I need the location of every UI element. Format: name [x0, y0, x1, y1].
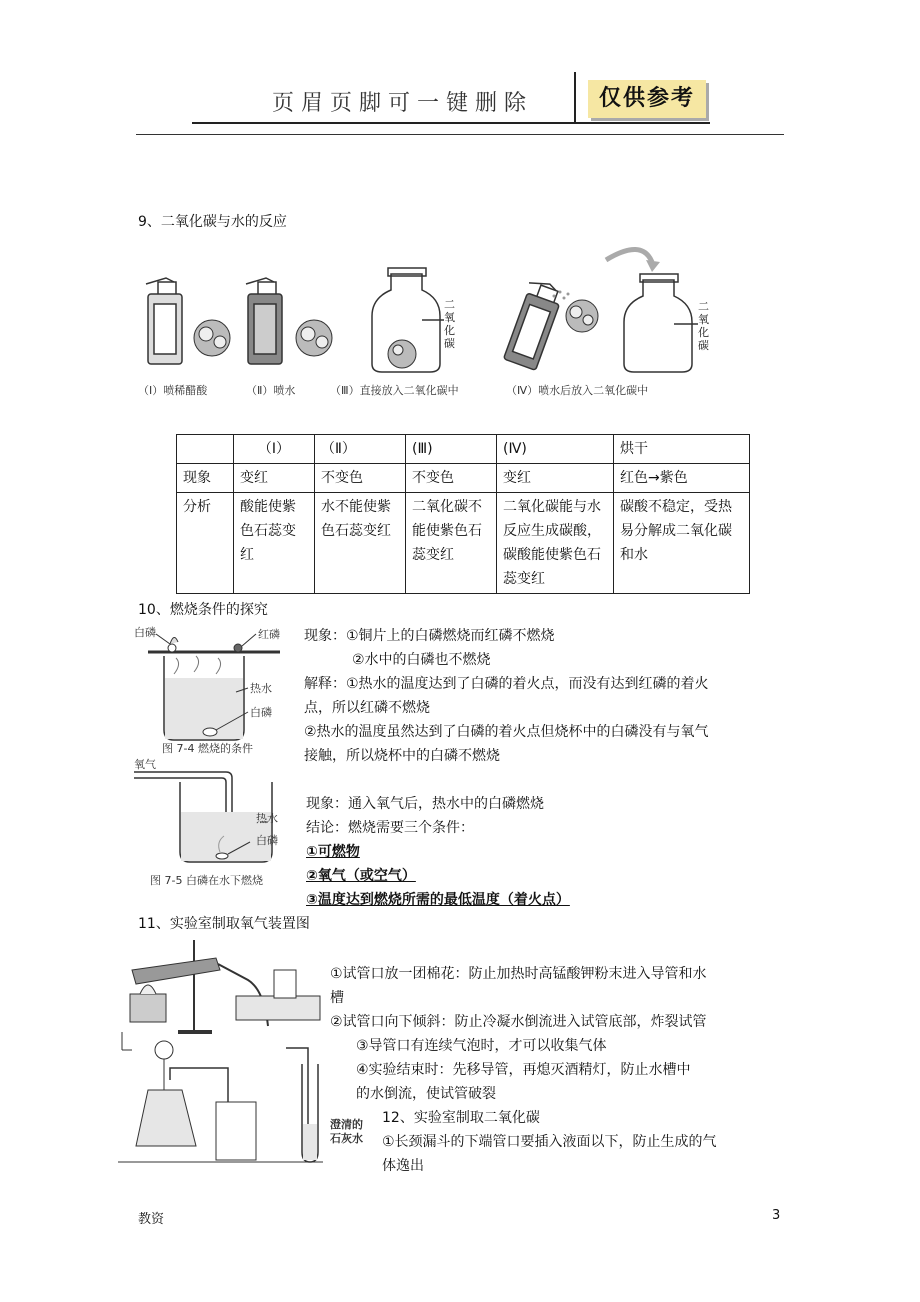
header-divider	[574, 72, 576, 124]
s10-observation-2: 现象：通入氧气后，热水中的白磷燃烧	[306, 796, 544, 812]
water-trough-illustration	[234, 966, 324, 1026]
table-cell: 分析	[177, 493, 234, 594]
table-cell: 不变色	[406, 464, 497, 493]
table-row	[177, 493, 750, 594]
header-title: 页眉页脚可一键删除	[272, 91, 534, 116]
caption-2: （Ⅱ）喷水	[246, 384, 296, 397]
section-10-title: 10、燃烧条件的探究	[138, 602, 268, 618]
fig1-caption: 图 7-4 燃烧的条件	[162, 742, 253, 755]
spray-bottle-4-icon	[502, 277, 565, 370]
flower-1-icon	[194, 320, 230, 356]
section-9-title: 9、二氧化碳与水的反应	[138, 214, 287, 230]
transfer-arrow-icon	[606, 249, 652, 262]
fig2-label-yangqi: 氧气	[134, 758, 156, 771]
s10-line-4: 点，所以红磷不燃烧	[304, 700, 430, 716]
header-rule	[136, 134, 784, 135]
table-cell: （Ⅰ）	[234, 435, 315, 464]
s10-line-2: ②水中的白磷也不燃烧	[352, 652, 491, 668]
fig2-caption: 图 7-5 白磷在水下燃烧	[150, 874, 263, 887]
observation-table	[176, 434, 750, 594]
condition-2: ②氧气（或空气）	[306, 868, 416, 884]
table-cell: (Ⅳ)	[497, 435, 614, 464]
gas-bottle-icon	[216, 1102, 256, 1160]
jar-4-label: 二氧化碳	[698, 300, 709, 352]
table-cell: 二氧化碳能与水反应生成碳酸，碳酸能使紫色石蕊变红	[497, 493, 614, 594]
jar-4-icon	[624, 274, 698, 372]
s11-line-4: ③导管口有连续气泡时，才可以收集气体	[356, 1038, 607, 1054]
flower-2-icon	[296, 320, 332, 356]
table-cell: 二氧化碳不能使紫色石蕊变红	[406, 493, 497, 594]
red-phosphorus-icon	[234, 644, 242, 652]
alcohol-lamp-icon	[130, 985, 166, 1022]
table-cell	[177, 435, 234, 464]
table-cell: 红色→紫色	[614, 464, 750, 493]
condition-3: ③温度达到燃烧所需的最低温度（着火点）	[306, 892, 570, 908]
flower-3-icon	[388, 340, 416, 368]
co2-water-illustration	[136, 238, 726, 398]
table-cell: 碳酸不稳定，受热易分解成二氧化碳和水	[614, 493, 750, 594]
fig2-label-bailin: 白磷	[256, 834, 278, 847]
erlenmeyer-flask-icon	[136, 1041, 196, 1146]
fig1-label-reshui: 热水	[250, 682, 272, 695]
limewater-label: 澄清的石灰水	[330, 1118, 363, 1145]
table-cell: 不变色	[315, 464, 406, 493]
condition-1: ①可燃物	[306, 844, 360, 860]
table-cell: 变红	[497, 464, 614, 493]
s10-line-3: 解释：①热水的温度达到了白磷的着火点，而没有达到红磷的着火	[304, 676, 709, 692]
table-cell: 变红	[234, 464, 315, 493]
s11-line-3: ②试管口向下倾斜：防止冷凝水倒流进入试管底部，炸裂试管	[330, 1014, 707, 1030]
table-cell: 水不能使紫色石蕊变红	[315, 493, 406, 594]
caption-3: （Ⅲ）直接放入二氧化碳中	[330, 384, 459, 397]
s10-line-6: 接触，所以烧杯中的白磷不燃烧	[304, 748, 500, 764]
table-cell: 烘干	[614, 435, 750, 464]
spray-bottle-1-icon	[146, 278, 182, 364]
test-tube-icon	[132, 958, 220, 984]
fig1-label-bailin: 白磷	[134, 626, 156, 639]
table-cell: 酸能使紫色石蕊变红	[234, 493, 315, 594]
caption-4: （Ⅳ）喷水后放入二氧化碳中	[506, 384, 649, 397]
underwater-phosphorus-icon	[216, 853, 228, 859]
jar-3-label: 二氧化碳	[444, 298, 455, 350]
white-phosphorus-icon	[168, 644, 176, 652]
page-number: 3	[772, 1208, 781, 1223]
spray-bottle-2-icon	[246, 278, 282, 364]
section-11-title: 11、实验室制取氧气装置图	[138, 916, 310, 932]
table-cell: （Ⅱ）	[315, 435, 406, 464]
s11-line-2: 槽	[330, 990, 344, 1006]
header-badge: 仅供参考	[588, 80, 706, 118]
table-cell: 现象	[177, 464, 234, 493]
fig2-label-reshui: 热水	[256, 812, 278, 825]
s10-conclusion: 结论：燃烧需要三个条件：	[306, 820, 474, 836]
s10-line-1: 现象：①铜片上的白磷燃烧而红磷不燃烧	[304, 628, 555, 644]
flower-4-icon	[566, 300, 598, 332]
table-row	[177, 464, 750, 493]
footer-label: 教资	[138, 1212, 165, 1227]
fig1-label-honglin: 红磷	[258, 628, 280, 641]
fig1-label-bailin2: 白磷	[250, 706, 272, 719]
header-underline	[192, 122, 710, 124]
table-header-row	[177, 435, 750, 464]
table-cell: (Ⅲ)	[406, 435, 497, 464]
s10-line-5: ②热水的温度虽然达到了白磷的着火点但烧杯中的白磷没有与氧气	[304, 724, 709, 740]
caption-1: （Ⅰ）喷稀醋酸	[138, 384, 208, 397]
s11-line-5: ④实验结束时：先移导管，再熄灭酒精灯，防止水槽中	[356, 1062, 691, 1078]
limewater-tube-illustration	[282, 1044, 342, 1170]
s11-line-6: 的水倒流，使试管破裂	[356, 1086, 496, 1102]
section-12-title: 12、实验室制取二氧化碳	[382, 1110, 540, 1126]
s12-line-2: 体逸出	[382, 1158, 424, 1174]
s12-line-1: ①长颈漏斗的下端管口要插入液面以下，防止生成的气	[382, 1134, 717, 1150]
s11-line-1: ①试管口放一团棉花：防止加热时高锰酸钾粉末进入导管和水	[330, 966, 707, 982]
